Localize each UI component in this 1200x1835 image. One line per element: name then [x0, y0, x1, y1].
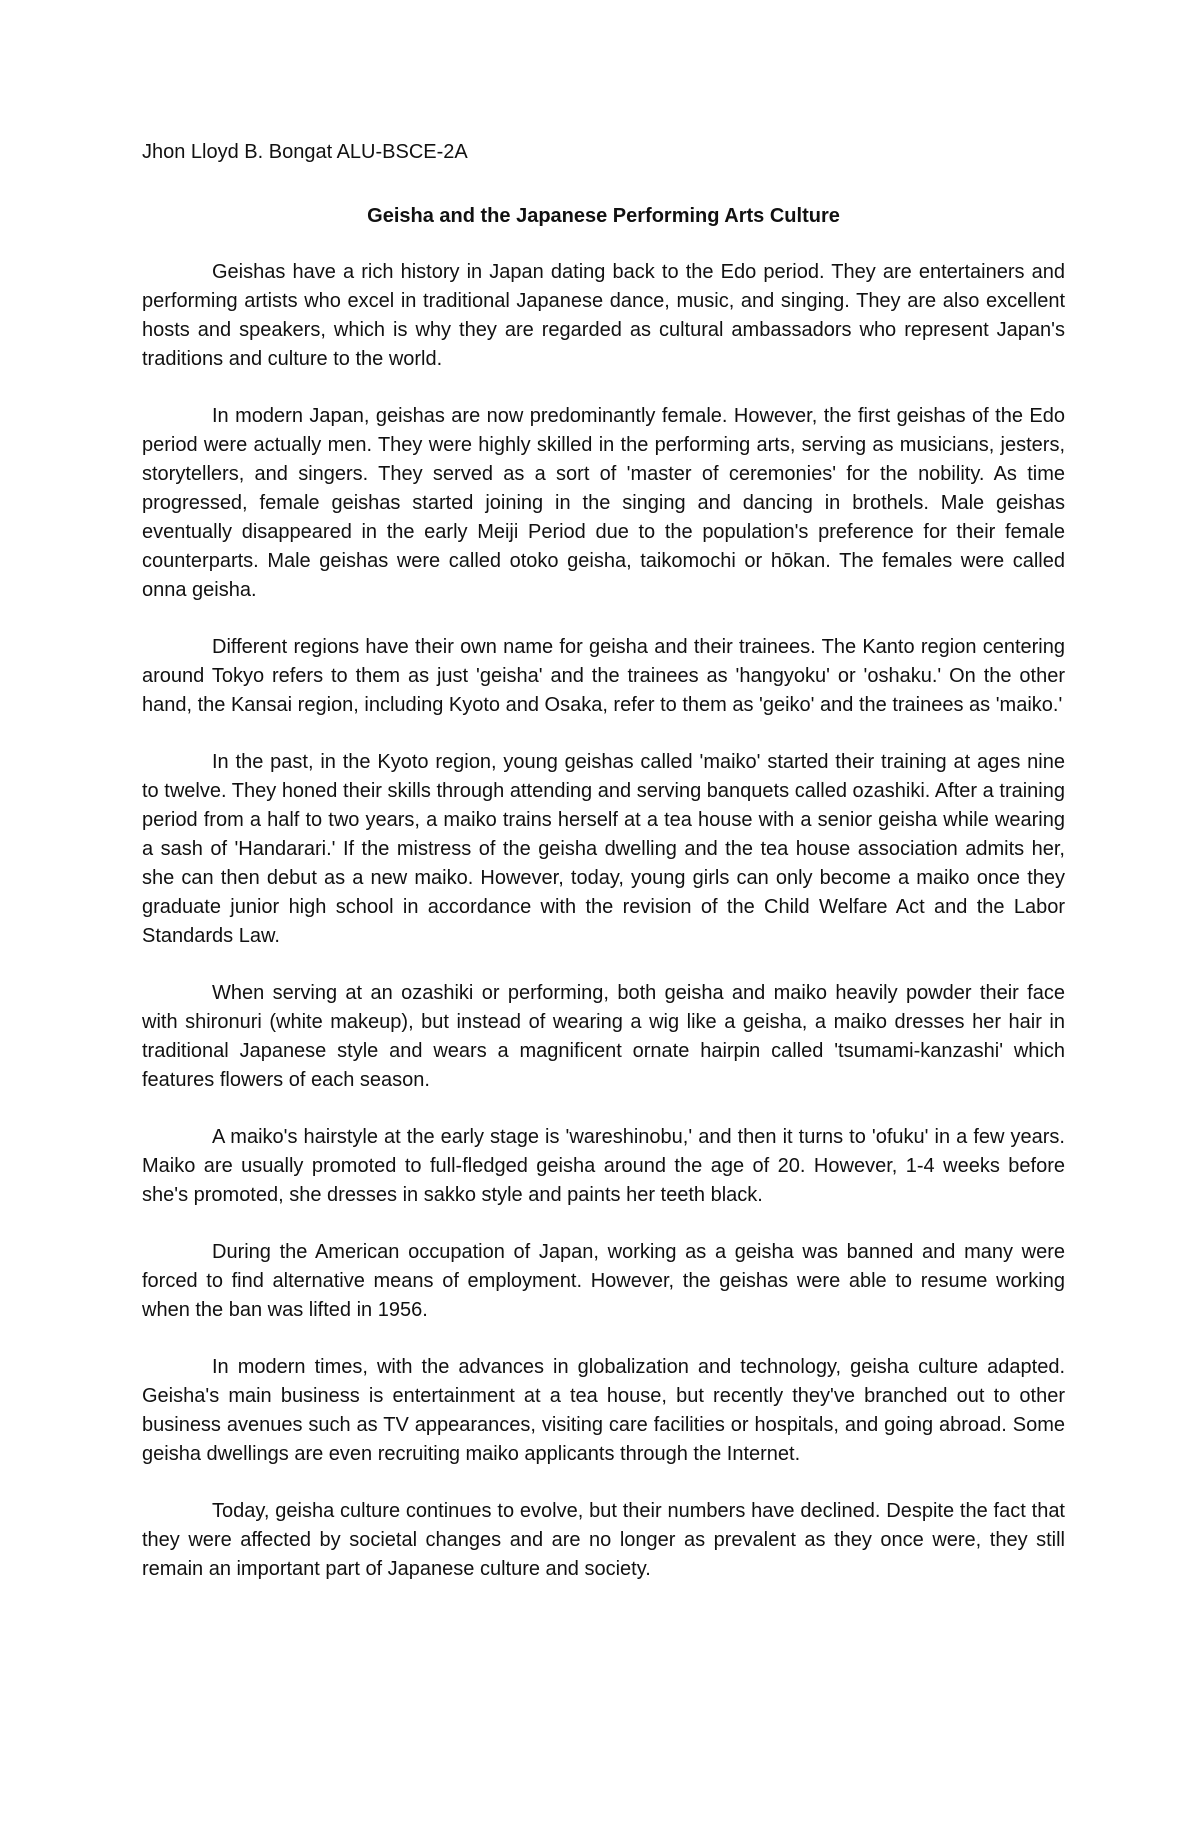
- paragraph: During the American occupation of Japan, working as a geisha was banned and many were forced to find alternative means of employment. However, the geishas were able to resume working when the ban was lifted in 1956.: [142, 1241, 1065, 1321]
- paragraph: A maiko's hairstyle at the early stage is 'wareshinobu,' and then it turns to 'ofuku' in a few years. Maiko are usually promoted to full-fledged geisha around the age of 20. However, 1-4 weeks before she's promoted, she dresses in sakko style and paints her teeth black.: [142, 1126, 1065, 1206]
- paragraph: In the past, in the Kyoto region, young geishas called 'maiko' started their training at ages nine to twelve. They honed their skills through attending and serving banquets called ozashiki. After a training period from a half to two years, a maiko trains herself at a tea house with a senior geisha while wearing a sash of 'Handarari.' If the mistress of the geisha dwelling and the tea house association admits her, she can then debut as a new maiko. However, today, young girls can only become a maiko once they graduate junior high school in accordance with the revision of the Child Welfare Act and the Labor Standards Law.: [142, 751, 1065, 947]
- paragraph: Different regions have their own name for geisha and their trainees. The Kanto region centering around Tokyo refers to them as just 'geisha' and the trainees as 'hangyoku' or 'oshaku.' On the other hand, the Kansai region, including Kyoto and Osaka, refer to them as 'geiko' and the trainees as 'maiko.': [142, 636, 1065, 716]
- document-title: Geisha and the Japanese Performing Arts Culture: [367, 205, 840, 227]
- paragraph: In modern Japan, geishas are now predominantly female. However, the first geishas of the Edo period were actually men. They were highly skilled in the performing arts, serving as musicians, jesters, storytellers, and singers. They served as a sort of 'master of ceremonies' for the nobility. As time progressed, female geishas started joining in the singing and dancing in brothels. Male geishas eventually disappeared in the early Meiji Period due to the population's preference for their female counterparts. Male geishas were called otoko geisha, taikomochi or hōkan. The females were called onna geisha.: [142, 405, 1065, 601]
- author-line: Jhon Lloyd B. Bongat ALU-BSCE-2A: [142, 141, 468, 163]
- paragraph: Geishas have a rich history in Japan dating back to the Edo period. They are entertainers and performing artists who excel in traditional Japanese dance, music, and singing. They are also excellent hosts and speakers, which is why they are regarded as cultural ambassadors who represent Japan's traditions and culture to the world.: [142, 261, 1065, 370]
- paragraph: In modern times, with the advances in globalization and technology, geisha culture adapted. Geisha's main business is entertainment at a tea house, but recently they've branched out to other business avenues such as TV appearances, visiting care facilities or hospitals, and going abroad. Some geisha dwellings are even recruiting maiko applicants through the Internet.: [142, 1356, 1065, 1465]
- paragraph: Today, geisha culture continues to evolve, but their numbers have declined. Despite the fact that they were affected by societal changes and are no longer as prevalent as they once were, they still remain an important part of Japanese culture and society.: [142, 1500, 1065, 1580]
- document-page: [142, 138, 1065, 1584]
- paragraph: When serving at an ozashiki or performing, both geisha and maiko heavily powder their face with shironuri (white makeup), but instead of wearing a wig like a geisha, a maiko dresses her hair in traditional Japanese style and wears a magnificent ornate hairpin called 'tsumami-kanzashi' which features flowers of each season.: [142, 982, 1065, 1091]
